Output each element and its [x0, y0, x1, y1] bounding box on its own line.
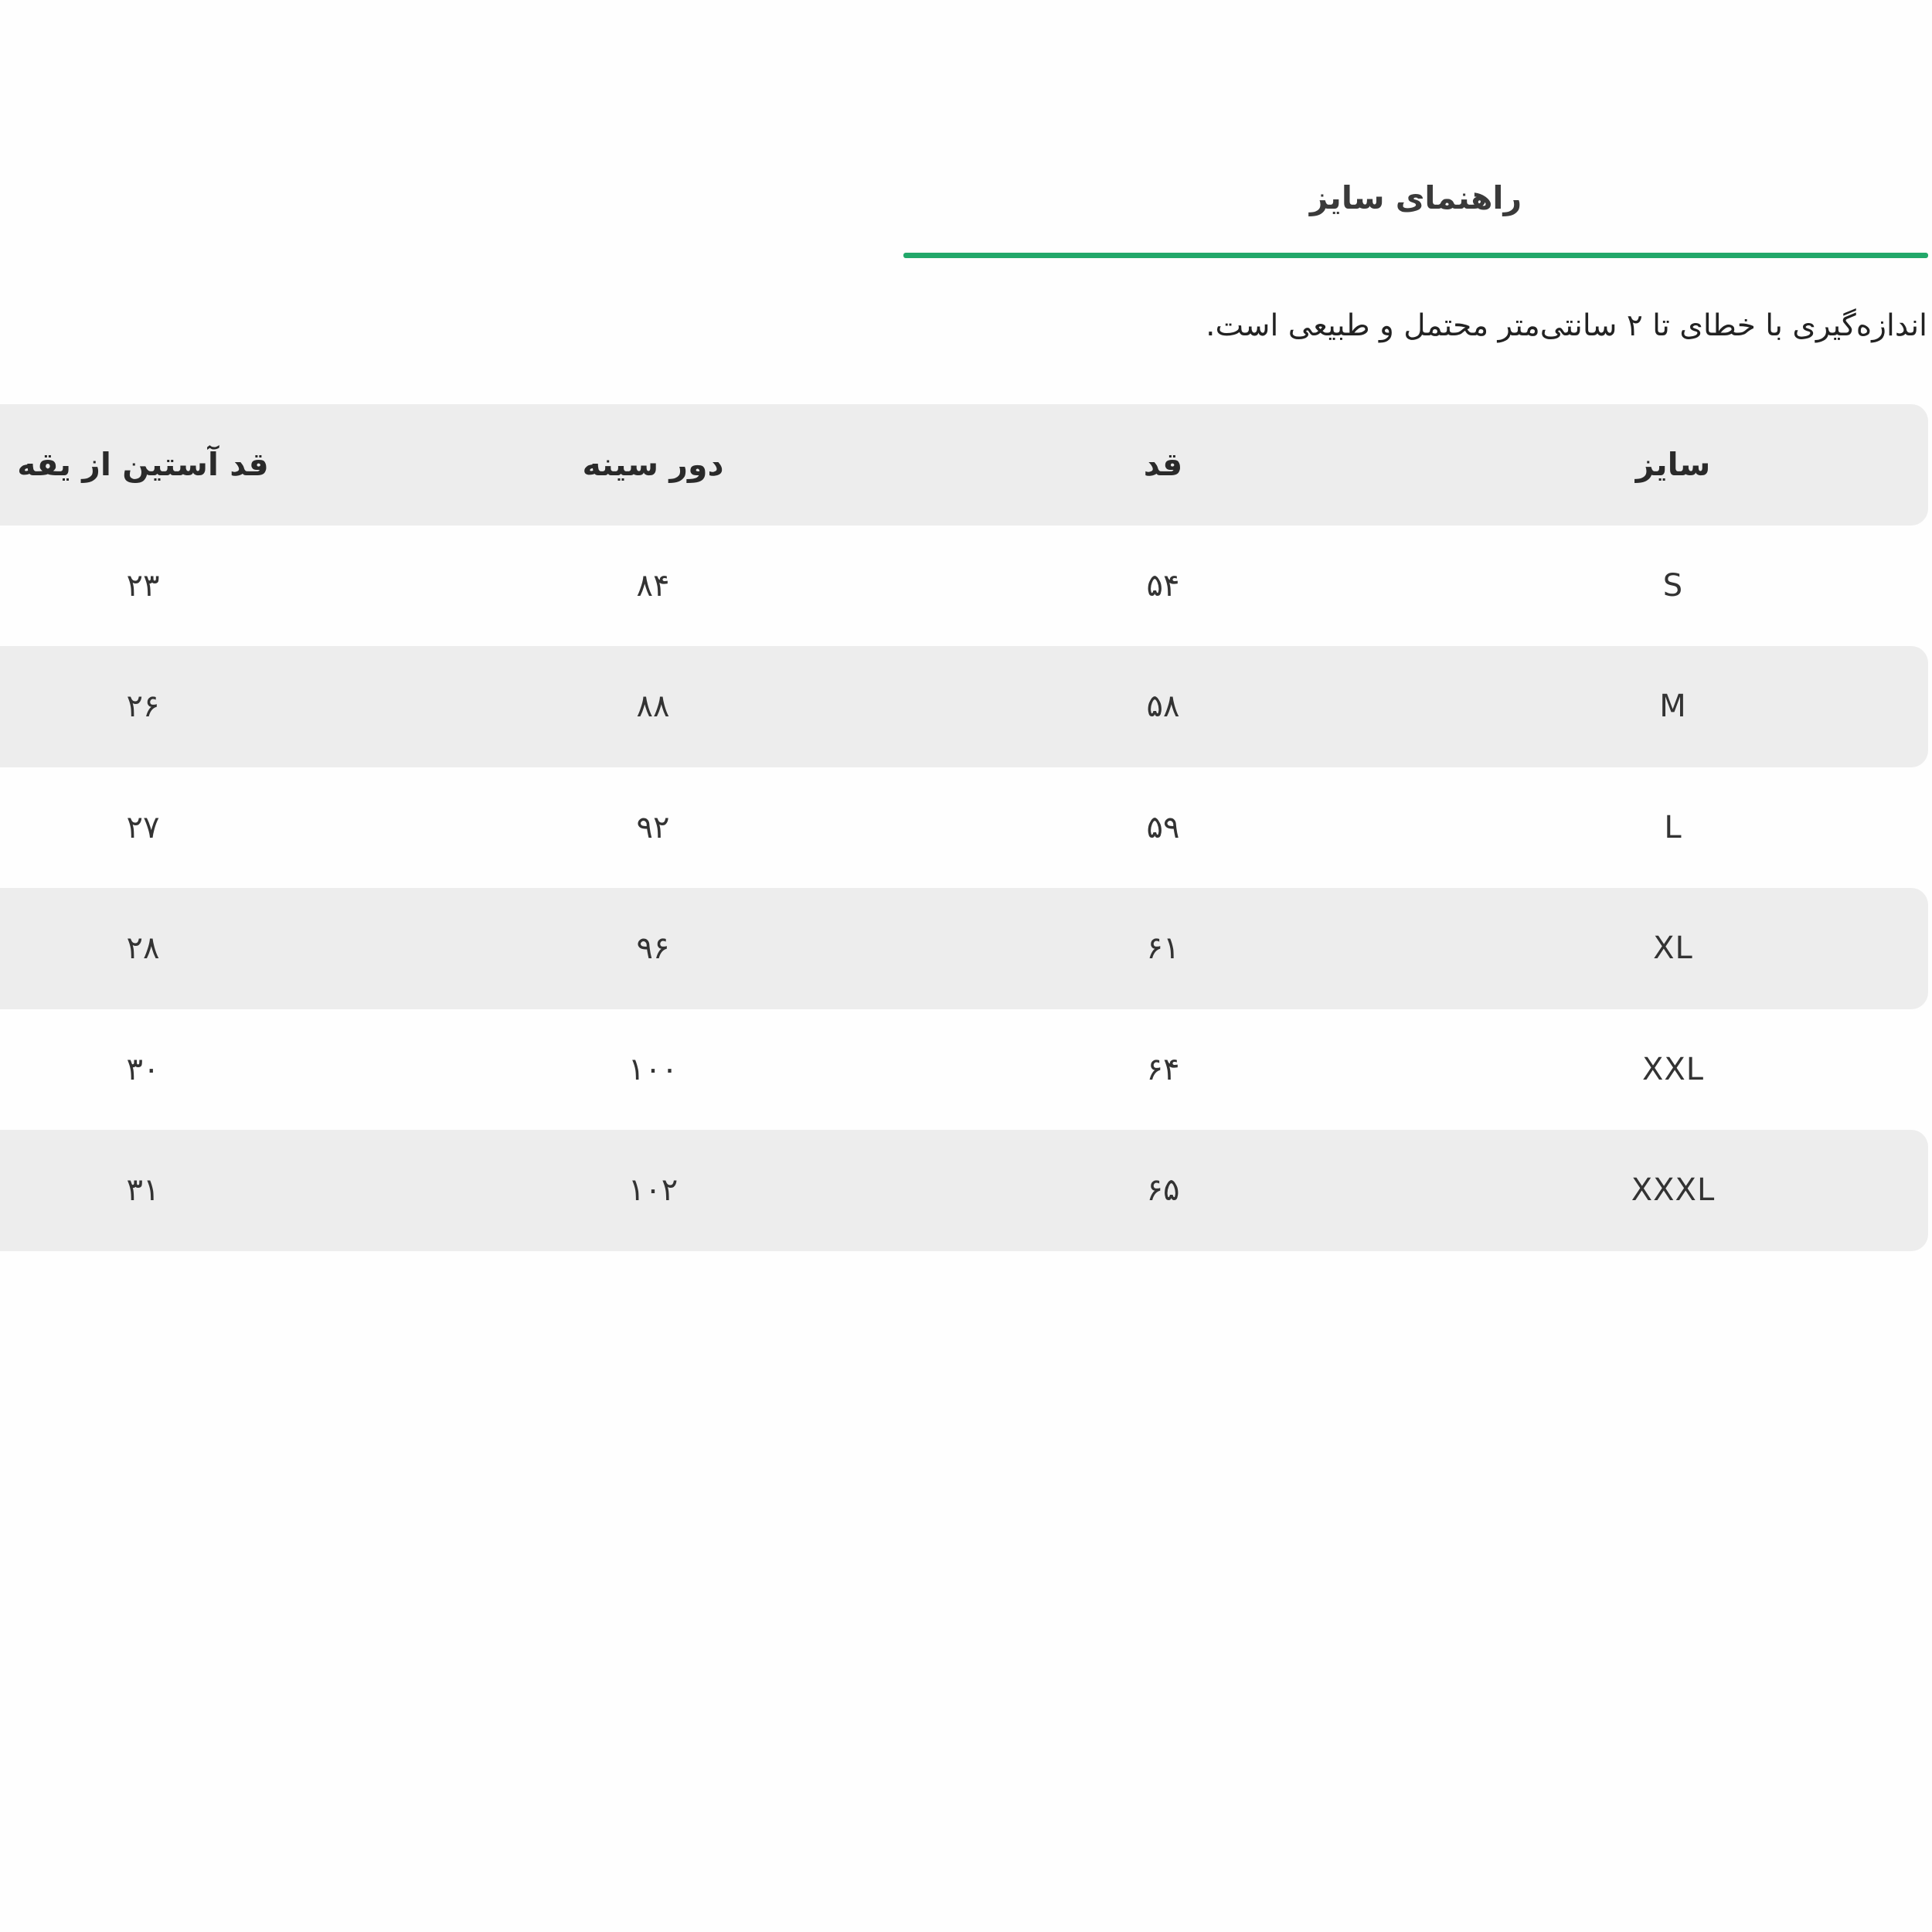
column-header-sleeve: قد آستین از یقه [17, 446, 269, 484]
size-cell: M [1659, 689, 1687, 725]
table-row [0, 767, 1928, 889]
size-cell: S [1662, 567, 1684, 604]
table-row [0, 526, 1928, 647]
sleeve-cell: ۲۳ [126, 567, 160, 604]
sleeve-cell: ۳۰ [126, 1051, 160, 1087]
chest-cell: ۱۰۰ [628, 1051, 679, 1087]
chest-cell: ۸۴ [636, 567, 670, 604]
length-cell: ۶۴ [1146, 1051, 1180, 1087]
active-tab-indicator [903, 253, 1928, 258]
chest-cell: ۹۲ [636, 809, 670, 845]
table-row [0, 888, 1928, 1009]
size-cell: XL [1653, 930, 1693, 967]
sleeve-cell: ۲۶ [126, 689, 160, 725]
table-row [0, 646, 1928, 767]
size-cell: L [1664, 809, 1682, 845]
length-cell: ۶۵ [1146, 1172, 1180, 1209]
tab-bar [903, 155, 1928, 258]
chest-cell: ۱۰۲ [628, 1172, 679, 1209]
tab-size-guide-label: راهنمای سایز [1309, 179, 1522, 216]
length-cell: ۵۴ [1146, 567, 1180, 604]
size-cell: XXL [1641, 1051, 1705, 1087]
length-cell: ۵۸ [1146, 689, 1180, 725]
table-row [0, 1130, 1928, 1251]
column-header-chest: دور سینه [582, 446, 724, 484]
measurement-note: اندازه‌گیری با خطای تا ۲ سانتی‌متر محتمل و طبیعی است. [1206, 308, 1927, 343]
table-row [0, 1009, 1928, 1131]
column-header-length: قد [1143, 446, 1183, 484]
table-header-row [0, 404, 1928, 526]
size-cell: XXXL [1631, 1172, 1716, 1209]
sleeve-cell: ۲۷ [126, 809, 160, 845]
column-header-size: سایز [1635, 446, 1711, 484]
size-table [0, 404, 1928, 1251]
chest-cell: ۸۸ [636, 689, 670, 725]
tab-size-guide[interactable] [903, 155, 1928, 258]
chest-cell: ۹۶ [636, 930, 670, 967]
sleeve-cell: ۲۸ [126, 930, 160, 967]
length-cell: ۶۱ [1146, 930, 1180, 967]
length-cell: ۵۹ [1146, 809, 1180, 845]
sleeve-cell: ۳۱ [126, 1172, 160, 1209]
